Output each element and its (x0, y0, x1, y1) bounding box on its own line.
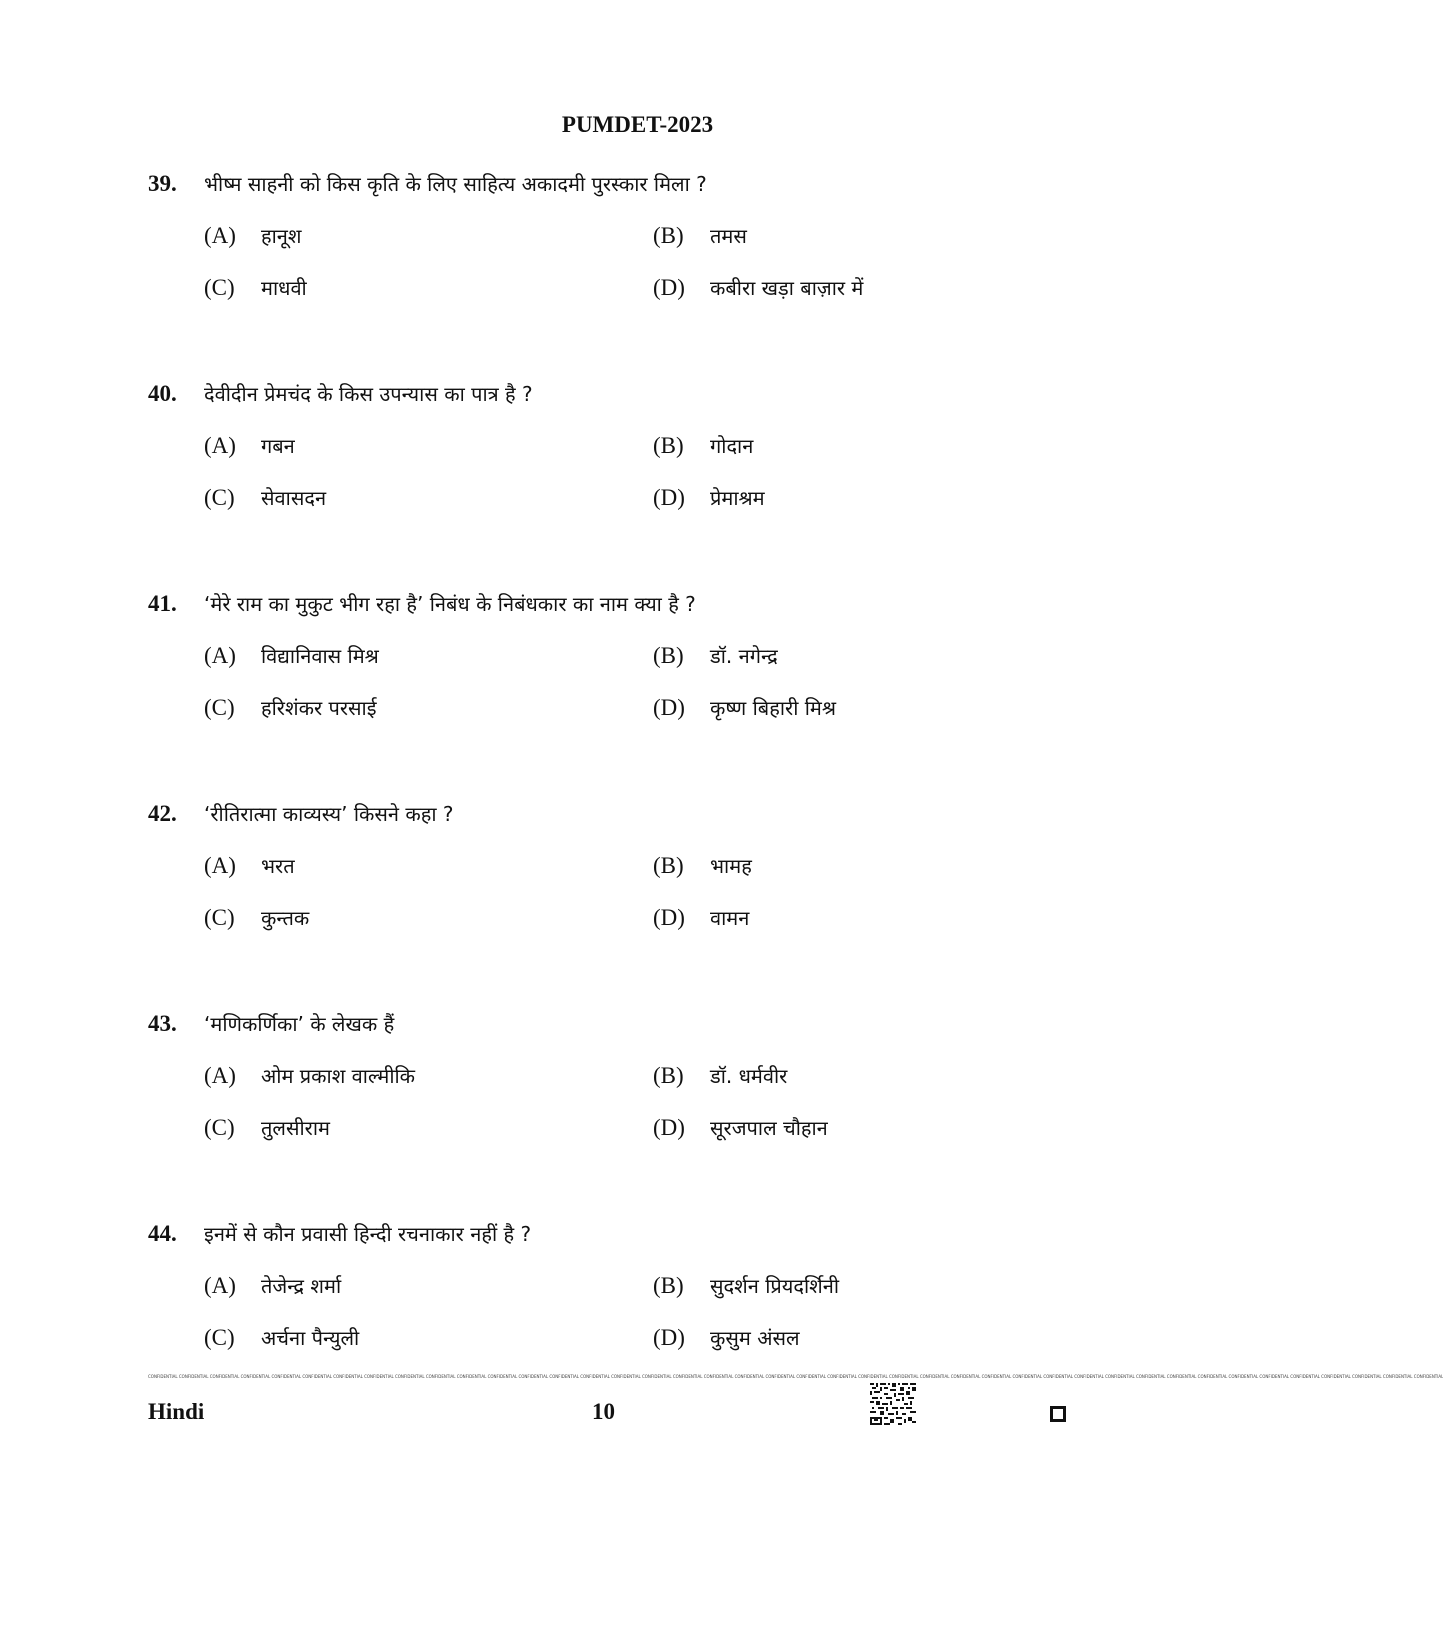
option-text: अर्चना पैन्युली (261, 1326, 360, 1350)
option-b (653, 642, 778, 669)
question-43 (148, 1010, 1128, 1146)
option-d (653, 1324, 800, 1351)
option-text: कुसुम अंसल (710, 1326, 800, 1350)
page-number: 10 (592, 1399, 615, 1424)
option-d (653, 274, 863, 301)
option-d (653, 694, 836, 721)
question-text: ‘रीतिरात्मा काव्यस्य’ किसने कहा ? (204, 802, 454, 826)
option-key: (D) (653, 1325, 685, 1350)
option-d (653, 1114, 828, 1141)
option-text: डॉ. नगेन्द्र (710, 644, 778, 668)
option-a (204, 642, 653, 669)
option-key: (C) (204, 695, 235, 720)
page-title: PUMDET-2023 (561, 112, 714, 137)
option-key: (A) (204, 643, 236, 668)
option-b (653, 222, 747, 249)
option-text: तुलसीराम (261, 1116, 330, 1140)
question-number: 42. (148, 801, 177, 826)
option-text: माधवी (261, 276, 307, 300)
option-b (653, 432, 753, 459)
option-c (204, 694, 653, 721)
option-a (204, 852, 653, 879)
corner-square-mark-icon (1050, 1406, 1066, 1422)
option-key: (B) (653, 643, 684, 668)
option-c (204, 1114, 653, 1141)
option-key: (D) (653, 905, 685, 930)
option-text: ओम प्रकाश वाल्मीकि (261, 1064, 416, 1088)
option-key: (C) (204, 1325, 235, 1350)
option-key: (D) (653, 1115, 685, 1140)
option-key: (C) (204, 905, 235, 930)
option-c (204, 484, 653, 511)
option-key: (B) (653, 853, 684, 878)
option-text: कबीरा खड़ा बाज़ार में (710, 276, 864, 300)
option-key: (B) (653, 433, 684, 458)
option-key: (A) (204, 1063, 236, 1088)
option-text: प्रेमाश्रम (710, 486, 765, 510)
question-44 (148, 1220, 1128, 1356)
option-a (204, 222, 653, 249)
option-a (204, 432, 653, 459)
question-39 (148, 170, 1128, 306)
option-key: (B) (653, 223, 684, 248)
option-key: (D) (653, 485, 685, 510)
option-key: (B) (653, 1063, 684, 1088)
question-text: देवीदीन प्रेमचंद के किस उपन्यास का पात्र है ? (204, 382, 533, 406)
question-number: 41. (148, 591, 177, 616)
option-text: डॉ. धर्मवीर (710, 1064, 788, 1088)
option-c (204, 1324, 653, 1351)
option-text: गबन (261, 434, 295, 458)
question-number: 44. (148, 1221, 177, 1246)
option-c (204, 274, 653, 301)
option-b (653, 1062, 787, 1089)
option-text: भरत (261, 854, 295, 878)
option-text: कृष्ण बिहारी मिश्र (710, 696, 837, 720)
question-text: भीष्म साहनी को किस कृति के लिए साहित्य अकादमी पुरस्कार मिला ? (204, 172, 707, 196)
option-text: सूरजपाल चौहान (710, 1116, 828, 1140)
option-text: हरिशंकर परसाई (261, 696, 377, 720)
question-number: 43. (148, 1011, 177, 1036)
question-number: 39. (148, 171, 177, 196)
question-41 (148, 590, 1128, 726)
option-text: विद्यानिवास मिश्र (261, 644, 379, 668)
question-40 (148, 380, 1128, 516)
option-d (653, 484, 765, 511)
option-text: गोदान (710, 434, 754, 458)
option-c (204, 904, 653, 931)
option-key: (A) (204, 853, 236, 878)
question-text: इनमें से कौन प्रवासी हिन्दी रचनाकार नहीं है ? (204, 1222, 532, 1246)
option-b (653, 852, 752, 879)
qr-code-icon (870, 1383, 916, 1425)
option-a (204, 1272, 653, 1299)
option-key: (A) (204, 433, 236, 458)
option-key: (D) (653, 695, 685, 720)
option-text: तेजेन्द्र शर्मा (261, 1274, 342, 1298)
question-number: 40. (148, 381, 177, 406)
option-key: (C) (204, 1115, 235, 1140)
option-key: (C) (204, 275, 235, 300)
question-42 (148, 800, 1128, 936)
footer-subject: Hindi (148, 1399, 205, 1424)
option-key: (A) (204, 1273, 236, 1298)
option-key: (D) (653, 275, 685, 300)
option-key: (A) (204, 223, 236, 248)
option-d (653, 904, 749, 931)
option-text: सुदर्शन प्रियदर्शिनी (710, 1274, 840, 1298)
option-text: हानूश (261, 224, 302, 248)
option-text: सेवासदन (261, 486, 327, 510)
option-key: (C) (204, 485, 235, 510)
option-text: वामन (710, 906, 750, 930)
question-text: ‘मणिकर्णिका’ के लेखक हैं (204, 1012, 395, 1036)
option-text: तमस (710, 224, 747, 248)
option-text: कुन्तक (261, 906, 310, 930)
option-key: (B) (653, 1273, 684, 1298)
option-a (204, 1062, 653, 1089)
confidential-watermark-strip: CONFIDENTIAL CONFIDENTIAL CONFIDENTIAL CONFIDENTIAL CONFIDENTIAL CONFIDENTIAL CONFIDENTIAL CONFIDENTIAL CONFIDENTIAL CONFIDENTIAL CONFIDENTIAL CONFIDENTIAL CONFIDENTIAL CONFIDENTIAL CONFIDENTIAL CONFIDENTIAL CONFIDENTIAL CONFIDENTIAL CONFIDENTIAL CONFIDENTIAL CONFIDENTIAL CONFIDENTIAL CONFIDENTIAL CONFIDENTIAL CONFIDENTIAL CONFIDENTIAL CONFIDENTIAL CONFIDENTIAL CONFIDENTIAL CONFIDENTIAL CONFIDENTIAL CONFIDENTIAL CONFIDENTIAL CONFIDENTIAL CONFIDENTIAL CONFIDENTIAL CONFIDENTIAL CONFIDENTIAL CONFIDENTIAL CONFIDENTIAL CONFIDENTIAL CONFIDENTIAL (148, 1374, 1443, 1379)
option-text: भामह (710, 854, 752, 878)
question-text: ‘मेरे राम का मुकुट भीग रहा है’ निबंध के निबंधकार का नाम क्या है ? (204, 592, 696, 616)
option-b (653, 1272, 839, 1299)
